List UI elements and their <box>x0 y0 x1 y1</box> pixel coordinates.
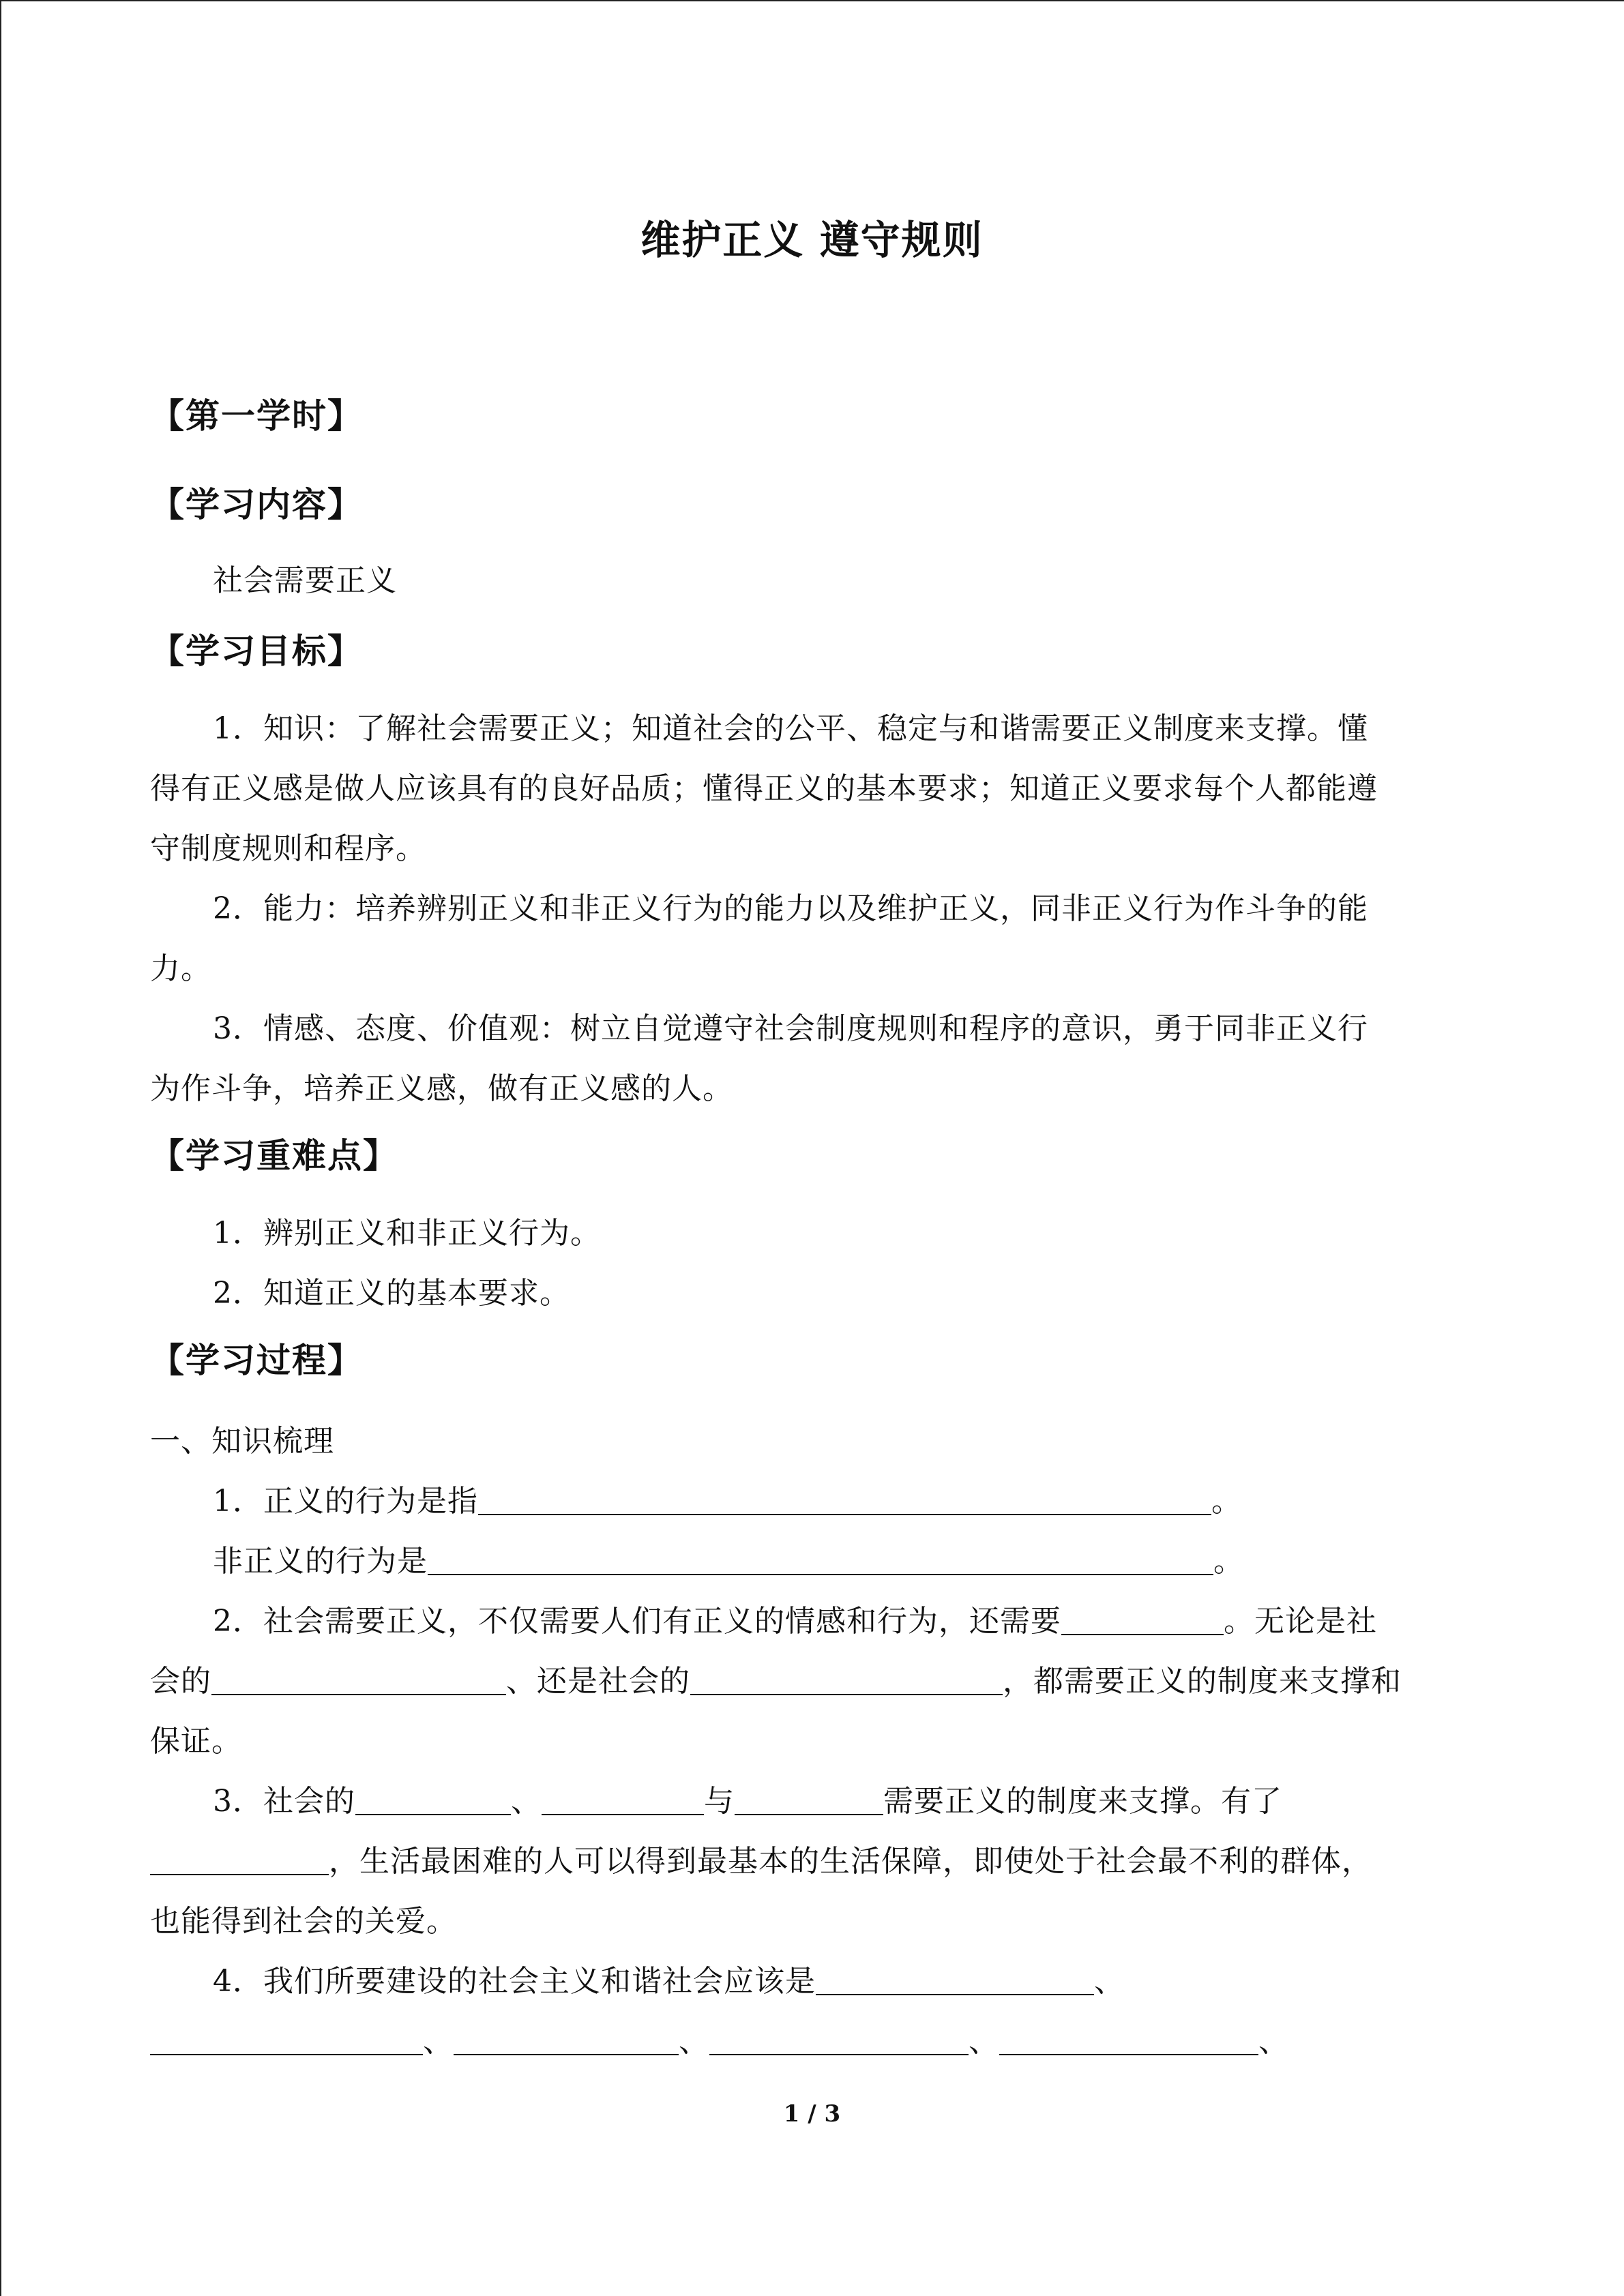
question-4-line-1 <box>213 1952 1509 2012</box>
question-2-prefix: 2．社会需要正义，不仅需要人们有正义的情感和行为，还需要 <box>213 1604 1061 1639</box>
goal-2-line-1: 2．能力：培养辨别正义和非正义行为的能力以及维护正义，同非正义行为作斗争的能 <box>213 891 1368 926</box>
answer-blank-1b[interactable] <box>428 1547 1213 1575</box>
answer-blank-4d[interactable] <box>709 2027 969 2055</box>
question-3-line-1-suffix: 需要正义的制度来支撑。有了 <box>883 1784 1282 1819</box>
question-2-line-1 <box>213 1592 1509 1652</box>
question-3-separator-2: 与 <box>704 1784 735 1819</box>
content-text: 社会需要正义 <box>213 563 397 598</box>
answer-blank-3d[interactable] <box>150 1847 329 1875</box>
answer-blank-3c[interactable] <box>735 1787 883 1815</box>
question-4-line-1-suffix: 、 <box>1094 1964 1125 1999</box>
question-3-line-2-suffix: ，生活最困难的人可以得到最基本的生活保障，即使处于社会最不利的群体， <box>329 1844 1372 1879</box>
question-3-line-1 <box>213 1772 1509 1832</box>
answer-blank-4e[interactable] <box>999 2027 1258 2055</box>
heading-content: 【学习内容】 <box>150 485 363 524</box>
question-4-separator-1: 、 <box>423 2024 454 2059</box>
question-2-line-2-middle: 、还是社会的 <box>506 1664 690 1699</box>
question-4-line-2 <box>150 2012 1446 2072</box>
question-2-line-2-suffix: ，都需要正义的制度来支撑和 <box>1003 1664 1402 1699</box>
goal-2-line-2: 力。 <box>150 951 211 986</box>
answer-blank-2a[interactable] <box>1061 1607 1224 1635</box>
question-4-separator-3: 、 <box>969 2024 999 2059</box>
question-2-line-2-prefix: 会的 <box>150 1664 211 1699</box>
question-1a-prefix: 1．正义的行为是指 <box>213 1484 478 1519</box>
goal-1-line-3: 守制度规则和程序。 <box>150 831 426 866</box>
goal-3-line-1: 3．情感、态度、价值观：树立自觉遵守社会制度规则和程序的意识，勇于同非正义行 <box>213 1011 1368 1046</box>
answer-blank-4c[interactable] <box>454 2027 679 2055</box>
question-1b <box>213 1532 1509 1592</box>
answer-blank-4b[interactable] <box>150 2027 423 2055</box>
heading-process: 【学习过程】 <box>150 1341 363 1380</box>
heading-goals: 【学习目标】 <box>150 631 363 671</box>
question-2-line-3: 保证。 <box>150 1724 242 1759</box>
question-1b-prefix: 非正义的行为是 <box>213 1544 428 1579</box>
question-2-line-2 <box>150 1652 1446 1712</box>
goal-3-line-2: 为作斗争，培养正义感，做有正义感的人。 <box>150 1071 733 1106</box>
page-number: 1 / 3 <box>783 2100 841 2128</box>
goal-1-line-2: 得有正义感是做人应该具有的良好品质；懂得正义的基本要求；知道正义要求每个人都能遵 <box>150 771 1378 806</box>
document-title: 维护正义 遵守规则 <box>640 217 984 263</box>
goal-1-line-1: 1．知识：了解社会需要正义；知道社会的公平、稳定与和谐需要正义制度来支撑。懂 <box>213 711 1368 746</box>
question-1b-suffix: 。 <box>1213 1544 1244 1579</box>
answer-blank-3b[interactable] <box>542 1787 704 1815</box>
keypoint-2: 2．知道正义的基本要求。 <box>213 1276 570 1311</box>
keypoint-1: 1．辨别正义和非正义行为。 <box>213 1216 601 1251</box>
section-knowledge-review: 一、知识梳理 <box>150 1424 334 1459</box>
question-1a-suffix: 。 <box>1211 1484 1242 1519</box>
question-3-line-2 <box>150 1832 1446 1892</box>
question-4-separator-4: 、 <box>1258 2024 1289 2059</box>
answer-blank-1a[interactable] <box>478 1487 1211 1515</box>
answer-blank-4a[interactable] <box>816 1967 1094 1995</box>
answer-blank-2b[interactable] <box>211 1667 506 1695</box>
answer-blank-2c[interactable] <box>690 1667 1003 1695</box>
question-3-line-3: 也能得到社会的关爱。 <box>150 1904 457 1939</box>
heading-keypoints: 【学习重难点】 <box>150 1136 398 1176</box>
question-4-separator-2: 、 <box>679 2024 709 2059</box>
answer-blank-3a[interactable] <box>355 1787 511 1815</box>
question-3-separator-1: 、 <box>511 1784 542 1819</box>
heading-lesson: 【第一学时】 <box>150 396 363 436</box>
question-1a <box>213 1472 1509 1532</box>
question-4-prefix: 4．我们所要建设的社会主义和谐社会应该是 <box>213 1964 816 1999</box>
question-3-prefix: 3．社会的 <box>213 1784 355 1819</box>
question-2-line-1-suffix: 。无论是社 <box>1224 1604 1377 1639</box>
